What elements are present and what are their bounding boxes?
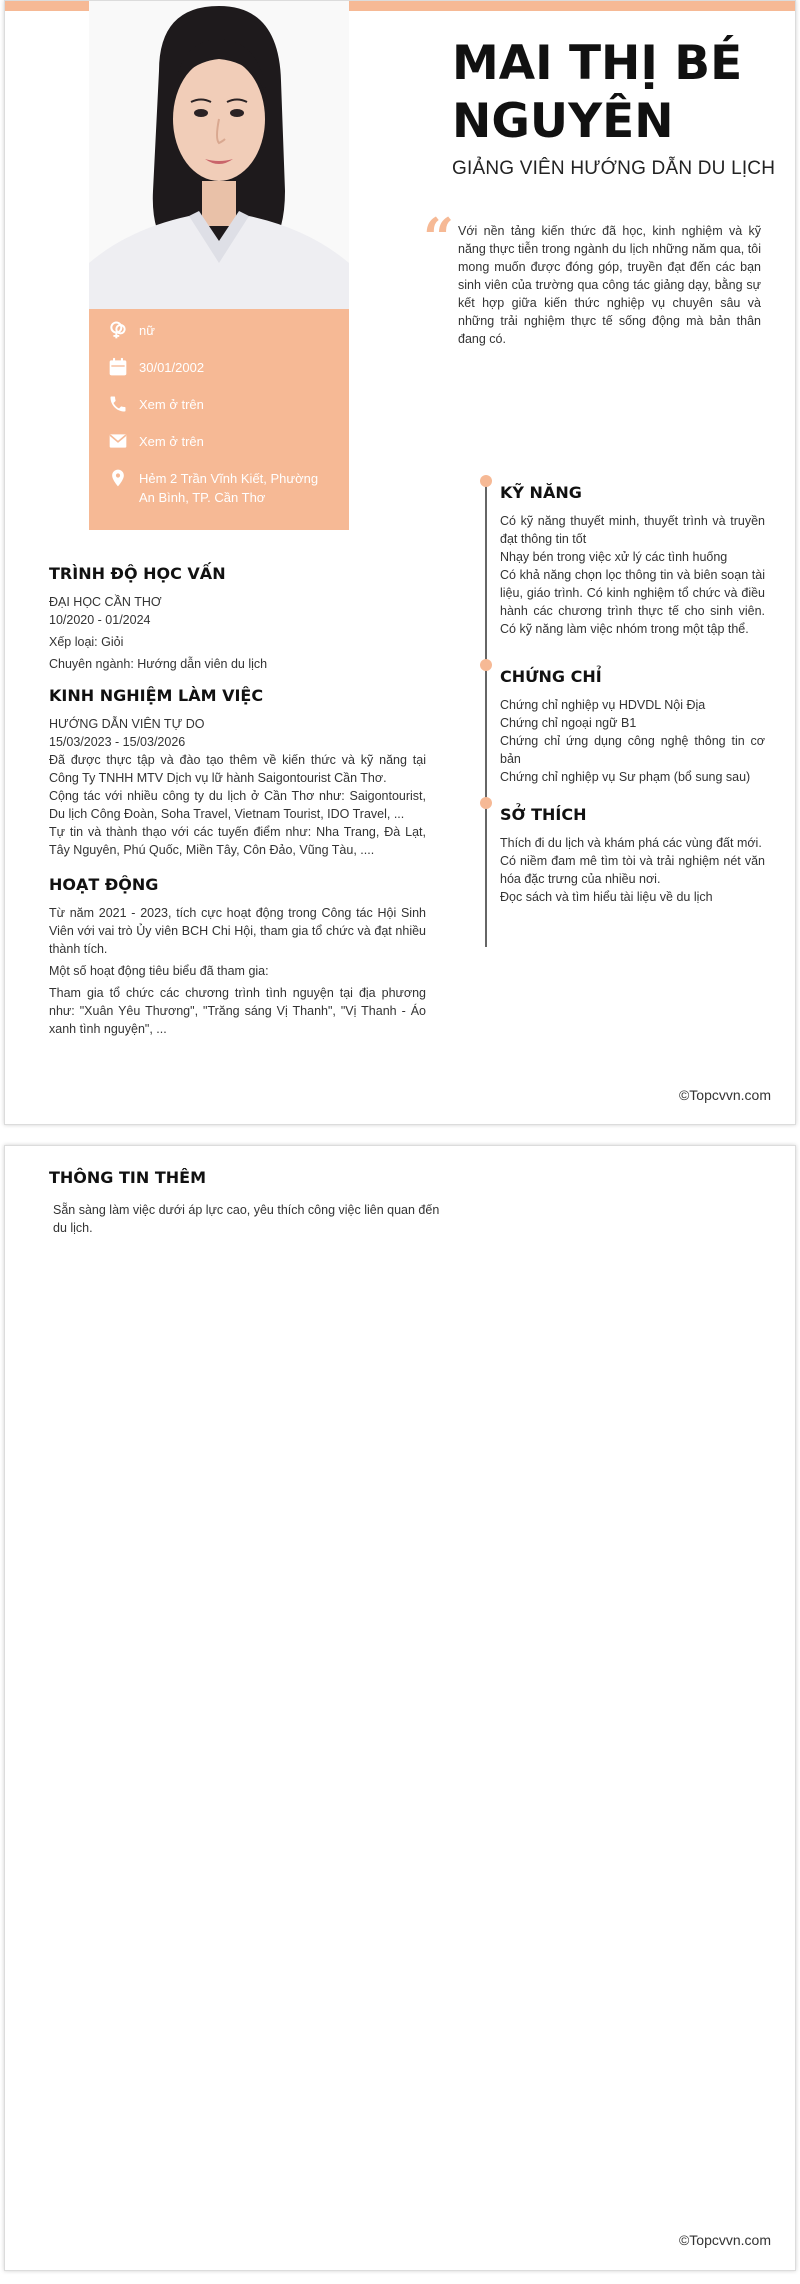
timeline-dot-hobbies [480,797,492,809]
experience-line: Đã được thực tập và đào tạo thêm về kiến thức và kỹ năng tại Công Ty TNHH MTV Dịch vụ lữ hành Saigontourist Cần Thơ. [49,753,426,785]
contact-email [107,430,331,452]
address-text: Hẻm 2 Trần Vĩnh Kiết, Phường An Bình, TP. Cần Thơ [139,471,319,505]
experience-period: 15/03/2023 - 15/03/2026 [49,735,186,749]
calendar-icon [107,356,129,378]
experience-heading: KINH NGHIỆM LÀM VIỆC [49,686,264,705]
skill-line: Nhạy bén trong việc xử lý các tình huống [500,550,728,564]
school-name: ĐẠI HỌC CẦN THƠ [49,595,162,609]
extra-info-text: Sẵn sàng làm việc dưới áp lực cao, yêu thích công việc liên quan đến du lịch. [53,1203,440,1235]
certificates-heading: CHỨNG CHỈ [500,667,602,686]
timeline-dot-skills [480,475,492,487]
contact-phone [107,393,331,415]
birthdate-text: 30/01/2002 [139,360,205,375]
portrait-illustration [89,1,349,309]
candidate-name: MAI THỊ BÉ NGUYÊN [452,36,743,149]
activities-heading: HOẠT ĐỘNG [49,875,159,894]
experience-line: Tự tin và thành thạo với các tuyến điểm như: Nha Trang, Đà Lạt, Tây Nguyên, Phú Quốc, Miền Tây, Côn Đảo, Vũng Tàu, .... [49,825,426,857]
gender-text: nữ [139,323,155,338]
extra-info-heading: THÔNG TIN THÊM [49,1168,206,1187]
job-title: GIẢNG VIÊN HƯỚNG DẪN DU LỊCH [452,158,776,179]
activity-paragraph: Từ năm 2021 - 2023, tích cực hoạt động trong Công tác Hội Sinh Viên với vai trò Ủy viên BCH Chi Hội, tham gia tổ chức và đạt nhiều thành tích. [49,906,426,956]
cv-page-2 [4,1145,796,2271]
contact-gender [107,319,331,341]
contact-list [89,319,349,522]
timeline-line [485,477,487,947]
footer-brand: ©Topcvvn.com [678,1087,771,1103]
education-grade: Xếp loại: Giỏi [49,635,124,649]
skills-heading: KỸ NĂNG [500,483,582,502]
experience-line: Cộng tác với nhiều công ty du lịch ở Cần Thơ như: Saigontourist, Du lịch Công Đoàn, Soha Travel, Vietnam Tourist, IDO Travel, ... [49,789,426,821]
cv-page-1 [4,0,796,1125]
certificate-line: Chứng chỉ ứng dụng công nghệ thông tin cơ bản [500,734,765,766]
certificate-line: Chứng chỉ nghiệp vụ HDVDL Nội Địa [500,698,706,712]
certificate-line: Chứng chỉ nghiệp vụ Sư phạm (bổ sung sau) [500,770,751,784]
career-summary: Với nền tảng kiến thức đã học, kinh nghiệm và kỹ năng thực tiễn trong ngành du lịch những năm qua, tôi mong muốn được đóng góp, truyền đạt đến các bạn sinh viên của trường qua công tác giảng dạy, bằng sự kết hợp giữa kiến thức nghiệp vụ chuyên sâu và những trải nghiệm thực tế sống động mà bản thân đang có. [458,224,761,346]
email-text: Xem ở trên [139,434,204,449]
top-accent-band-left [5,1,89,11]
activity-paragraph: Tham gia tổ chức các chương trình tình nguyện tại địa phương như: "Xuân Yêu Thương", "Trăng sáng Vị Thanh", "Vị Thanh - Áo xanh tình nguyện", ... [49,986,426,1036]
quote-icon: “ [423,206,455,270]
phone-icon [107,393,129,415]
education-section [49,564,426,673]
top-accent-band-right [348,1,796,11]
location-pin-icon [107,467,129,489]
profile-photo [89,1,349,309]
hobby-line: Thích đi du lịch và khám phá các vùng đất mới. [500,836,762,850]
certificate-line: Chứng chỉ ngoại ngữ B1 [500,716,637,730]
timeline-dot-certificates [480,659,492,671]
skill-line: Có khả năng chọn lọc thông tin và biên soạn tài liệu, giáo trình. Có kinh nghiệm tổ chức và điều hành các chương trình thực tế cho sinh viên. Có kỹ năng làm việc nhóm trong một tập thể. [500,568,765,636]
hobby-line: Có niềm đam mê tìm tòi và trải nghiệm nét văn hóa đặc trưng của nhiều nơi. [500,854,765,886]
certificates-section [500,667,765,786]
education-heading: TRÌNH ĐỘ HỌC VẤN [49,564,226,583]
education-major: Chuyên ngành: Hướng dẫn viên du lịch [49,657,268,671]
hobbies-heading: SỞ THÍCH [500,805,587,824]
hobby-line: Đọc sách và tìm hiểu tài liệu về du lịch [500,890,713,904]
footer-brand: ©Topcvvn.com [678,2232,771,2248]
activities-section [49,875,426,1038]
experience-role: HƯỚNG DẪN VIÊN TỰ DO [49,717,205,731]
contact-birthdate [107,356,331,378]
hobbies-section [500,805,765,906]
experience-section [49,686,426,859]
activity-paragraph: Một số hoạt động tiêu biểu đã tham gia: [49,964,269,978]
skill-line: Có kỹ năng thuyết minh, thuyết trình và truyền đạt thông tin tốt [500,514,765,546]
extra-info-section [49,1168,449,1237]
email-icon [107,430,129,452]
education-period: 10/2020 - 01/2024 [49,613,151,627]
gender-icon [107,319,129,341]
phone-text: Xem ở trên [139,397,204,412]
skills-section [500,483,765,638]
contact-address [107,467,331,507]
profile-sidebar [89,1,349,530]
